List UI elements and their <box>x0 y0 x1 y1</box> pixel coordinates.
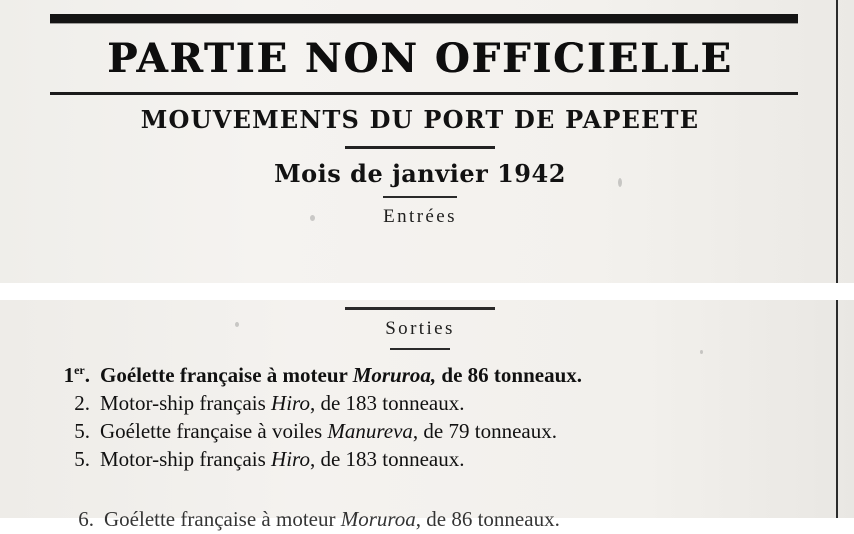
rule-below-title <box>50 92 798 95</box>
month-heading: Mois de janvier 1942 <box>274 159 566 188</box>
subsection-sorties: Sorties <box>385 318 455 339</box>
entry-number: 5. <box>74 418 90 443</box>
entry-ship-name: Hiro <box>271 390 310 415</box>
entry-number: 1er. <box>63 363 90 387</box>
entry-text-after: , de 79 tonneaux. <box>412 418 557 443</box>
entry-text-before: Goélette française à moteur <box>100 363 348 387</box>
subsection-entrees: Entrées <box>383 206 457 227</box>
rule-below-section <box>345 146 495 149</box>
entry-text-after: de 86 tonneaux. <box>441 363 582 387</box>
entry-ship-name: Moruroa <box>340 507 416 531</box>
scan-speckle <box>700 350 703 354</box>
rule-above-sorties <box>345 307 495 310</box>
top-panel-content <box>40 0 800 228</box>
list-item <box>40 390 800 418</box>
scan-speckle <box>235 322 239 327</box>
entry-ship-name: Moruroa, <box>352 363 437 387</box>
entry-text-after: , de 183 tonneaux. <box>309 390 465 415</box>
entry-number: 5. <box>74 446 90 471</box>
scan-speckle <box>310 215 315 221</box>
sorties-list <box>40 362 800 474</box>
scan-speckle <box>618 178 622 187</box>
heavy-rule-above-title <box>50 14 798 23</box>
clipped-list-item <box>44 506 784 531</box>
entry-text-after: , de 86 tonneaux. <box>415 507 560 531</box>
rule-below-sorties <box>390 348 450 350</box>
rule-below-month <box>383 196 457 198</box>
list-item <box>40 362 800 390</box>
list-item <box>40 418 800 446</box>
scan-gap <box>0 283 854 300</box>
entry-text-before: Motor-ship français <box>100 446 266 471</box>
column-rule-bottom <box>836 300 838 518</box>
section-heading: MOUVEMENTS DU PORT DE PAPEETE <box>140 105 700 134</box>
entry-ship-name: Hiro <box>271 446 310 471</box>
entry-number: 2. <box>74 390 90 415</box>
page-title: PARTIE NON OFFICIELLE <box>107 35 733 82</box>
entry-ship-name: Manureva <box>327 418 413 443</box>
entry-text-after: , de 183 tonneaux. <box>309 446 465 471</box>
column-rule-top <box>836 0 838 283</box>
entry-number: 6. <box>78 507 94 531</box>
entry-text-before: Motor-ship français <box>100 390 266 415</box>
list-item <box>40 446 800 474</box>
list-item <box>44 506 784 534</box>
entry-text-before: Goélette française à moteur <box>104 507 336 531</box>
bottom-panel-content <box>40 303 800 474</box>
entry-text-before: Goélette française à voiles <box>100 418 323 443</box>
